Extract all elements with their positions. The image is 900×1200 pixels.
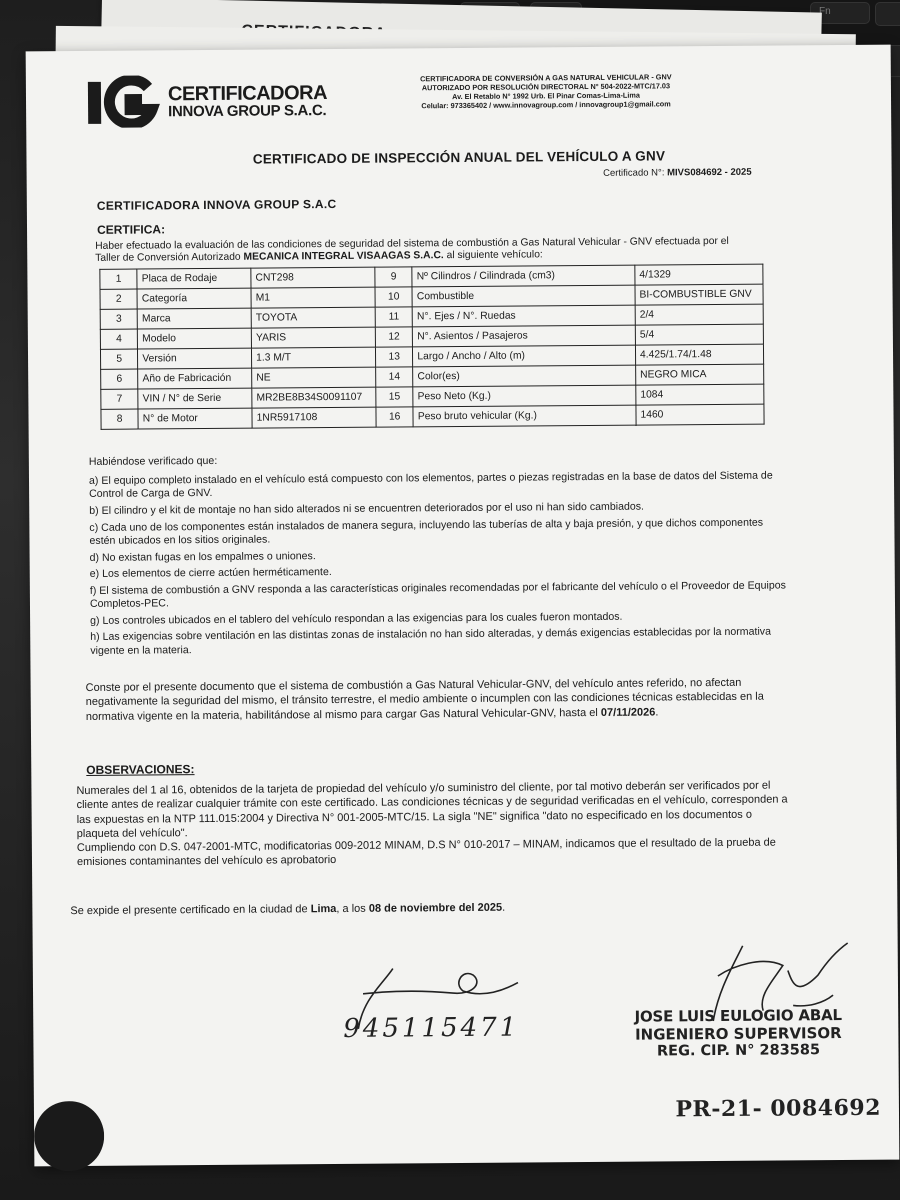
field-label: Combustible xyxy=(412,285,635,307)
field-label: Peso bruto vehicular (Kg.) xyxy=(413,405,636,427)
field-label: Versión xyxy=(138,348,252,369)
field-label: Color(es) xyxy=(413,365,636,387)
intro-paragraph xyxy=(95,236,735,266)
field-value: 1460 xyxy=(636,404,764,425)
field-value: BI-COMBUSTIBLE GNV xyxy=(635,284,763,305)
row-number: 11 xyxy=(375,307,412,327)
certificate-page xyxy=(26,45,900,1167)
vehicle-data-table xyxy=(99,264,764,430)
observaciones-heading: OBSERVACIONES: xyxy=(86,762,195,777)
field-value: NEGRO MICA xyxy=(636,364,764,385)
field-label: VIN / N° de Serie xyxy=(138,388,252,409)
row-number: 3 xyxy=(100,309,137,329)
field-label: Categoría xyxy=(137,288,251,309)
header-info xyxy=(366,72,726,111)
field-value: NE xyxy=(252,367,376,388)
observaciones-paragraph: Cumpliendo con D.S. 047-2001-MTC, modificatorias 009-2012 MINAM, D.S N° 010-2017 – MINAM, indicamos que el resultado de la prueba de emisiones contaminantes del vehículo es aprobatorio xyxy=(76,836,776,869)
field-value: 4/1329 xyxy=(635,264,763,285)
field-value: M1 xyxy=(251,287,375,308)
field-label: Modelo xyxy=(138,328,252,349)
header-info-line: CERTIFICADORA DE CONVERSIÓN A GAS NATURAL VEHICULAR - GNV xyxy=(420,72,672,84)
conste-text: Conste por el presente documento que el sistema de combustión a Gas Natural Vehicular-GNV, del vehículo antes referido, no afectan negativamente la seguridad del mismo, el tránsito terrestre, el medio ambiente o incumplen con las condiciones técnicas establecidas en la normativa vigente en la materia, habilitándose al mismo para cargar Gas Natural Vehicular-GNV, hasta el xyxy=(85,676,764,723)
header-info-line: AUTORIZADO POR RESOLUCIÓN DIRECTORAL N° 504-2022-MTC/17.03 xyxy=(421,81,671,93)
issue-text: , a los xyxy=(336,902,369,915)
row-number: 8 xyxy=(101,409,138,429)
row-number: 5 xyxy=(100,349,137,369)
row-number: 7 xyxy=(101,389,138,409)
stamp-name: JOSE LUIS EULOGIO ABAL xyxy=(634,1006,842,1026)
row-number: 13 xyxy=(375,347,412,367)
field-label: Placa de Rodaje xyxy=(137,268,251,289)
field-value: MR2BE8B34S0091107 xyxy=(252,387,376,408)
certificate-number-value: MIVS084692 - 2025 xyxy=(667,166,752,179)
intro-text: Haber efectuado la evaluación de las condiciones de seguridad del sistema de combustión a Gas Natural Vehicular - GNV efectuada por el Taller de Conversión Autorizado xyxy=(95,235,729,265)
observaciones-body xyxy=(76,778,797,869)
field-label: Marca xyxy=(137,308,251,329)
issue-end: . xyxy=(502,901,506,914)
field-value: 2/4 xyxy=(635,304,763,325)
field-value: 4.425/1.74/1.48 xyxy=(635,344,763,365)
row-number: 1 xyxy=(100,269,137,289)
row-number: 6 xyxy=(101,369,138,389)
field-value: CNT298 xyxy=(251,267,375,288)
form-number: PR-21- 0084692 xyxy=(675,1094,882,1123)
row-number: 15 xyxy=(376,387,413,407)
handwritten-number: 945115471 xyxy=(343,1012,520,1044)
stamp-registration: REG. CIP. N° 283585 xyxy=(656,1042,821,1060)
stamp-role: INGENIERO SUPERVISOR xyxy=(634,1023,842,1044)
field-label: N° de Motor xyxy=(138,408,252,429)
header-info-line: Av. El Retablo N° 1992 Urb. El Pinar Comas-Lima-Lima xyxy=(452,90,640,102)
conste-paragraph xyxy=(86,675,796,723)
field-label: Peso Neto (Kg.) xyxy=(413,385,636,407)
field-value: YARIS xyxy=(251,327,375,348)
document-title: CERTIFICADO DE INSPECCIÓN ANUAL DEL VEHÍCULO A GNV xyxy=(252,148,666,167)
row-number: 4 xyxy=(100,329,137,349)
field-value: 1084 xyxy=(636,384,764,405)
logo-brand: CERTIFICADORA xyxy=(167,81,328,105)
row-number: 14 xyxy=(376,367,413,387)
issue-statement xyxy=(70,899,790,917)
field-value: 1NR5917108 xyxy=(252,407,376,428)
verification-item: h) Las exigencias sobre ventilación en las distintas zonas de instalación no han sido alteradas, y demás exigencias establecidas por la normativa vigente en la materia. xyxy=(90,625,772,657)
verification-item: e) Los elementos de cierre actúen herméticamente. xyxy=(89,566,332,581)
certifica-heading: CERTIFICA: xyxy=(96,222,166,237)
intro-text-end: al siguiente vehículo: xyxy=(443,249,543,262)
workshop-name: MECANICA INTEGRAL VISAAGAS S.A.C. xyxy=(243,250,444,264)
verified-heading: Habiéndose verificado que: xyxy=(88,454,218,468)
punch-hole xyxy=(34,1101,105,1172)
header-info-line: Celular: 973365402 / www.innovagroup.com / innovagroup1@gmail.com xyxy=(421,99,671,111)
certificate-number xyxy=(603,167,752,179)
key-fn: Fn xyxy=(810,2,870,24)
field-value: 5/4 xyxy=(635,324,763,345)
row-number: 10 xyxy=(375,287,412,307)
field-label: Largo / Ancho / Alto (m) xyxy=(413,345,636,367)
key xyxy=(875,2,900,26)
verified-section xyxy=(89,450,791,661)
logo-subtitle: INNOVA GROUP S.A.C. xyxy=(168,101,327,120)
row-number: 12 xyxy=(375,327,412,347)
field-value: TOYOTA xyxy=(251,307,375,328)
certificate-number-label: Certificado N°: xyxy=(603,167,665,179)
row-number: 9 xyxy=(375,267,412,287)
issue-text: Se expide el presente certificado en la ciudad de xyxy=(70,903,311,918)
row-number: 2 xyxy=(100,289,137,309)
company-name: CERTIFICADORA INNOVA GROUP S.A.C xyxy=(96,196,337,213)
verification-item: c) Cada uno de los componentes están instalados de manera segura, incluyendo las tuberías de alta y baja presión, y que dichos componentes estén ubicados en los sitios originales. xyxy=(89,516,764,547)
company-logo xyxy=(86,74,327,128)
ig-logo-icon xyxy=(86,75,166,128)
verification-item: d) No existan fugas en los empalmes o uniones. xyxy=(89,549,316,564)
verification-item: a) El equipo completo instalado en el vehículo está compuesto con los elementos, partes o piezas registradas en la base de datos del Sistema de Control de Carga de GNV. xyxy=(88,469,773,501)
field-label: N°. Asientos / Pasajeros xyxy=(413,325,636,347)
vehicle-table-row xyxy=(101,404,764,429)
field-label: N°. Ejes / N°. Ruedas xyxy=(412,305,635,327)
field-label: Año de Fabricación xyxy=(138,368,252,389)
conste-end: . xyxy=(655,706,659,719)
field-value: 1.3 M/T xyxy=(252,347,376,368)
row-number: 16 xyxy=(376,407,413,427)
validity-date: 07/11/2026 xyxy=(600,706,656,719)
issue-date: 08 de noviembre del 2025 xyxy=(368,901,503,915)
issue-city: Lima xyxy=(310,902,337,916)
observaciones-paragraph: Numerales del 1 al 16, obtenidos de la tarjeta de propiedad del vehículo y/o suministro del cliente, por tal motivo deberán ser verificados por el cliente antes de realizar cualquier trámite con este certificado. Las condiciones técnicas y de seguridad verificadas en el vehículo, corresponden a las expuestas en la NTP 111.015:2004 y Directiva N° 001-2005-MTC/15. La sigla "NE" significa "dato no especificado en los documentos o plaqueta del vehículo". xyxy=(76,779,788,840)
verification-item: g) Los controles ubicados en el tablero del vehículo respondan a las exigencias para los cuales fueron montados. xyxy=(90,610,623,627)
field-label: Nº Cilindros / Cilindrada (cm3) xyxy=(412,265,635,287)
client-signature-area xyxy=(303,953,524,1075)
supervisor-stamp xyxy=(623,1007,853,1061)
verification-item: b) El cilindro y el kit de montaje no han sido alterados ni se encuentren deteriorados por el uso ni han sido cambiados. xyxy=(89,500,645,518)
verification-item: f) El sistema de combustión a GNV responda a las características originales recomendadas por el fabricante del vehículo o el Proveedor de Equipos Completos-PEC. xyxy=(89,579,786,610)
